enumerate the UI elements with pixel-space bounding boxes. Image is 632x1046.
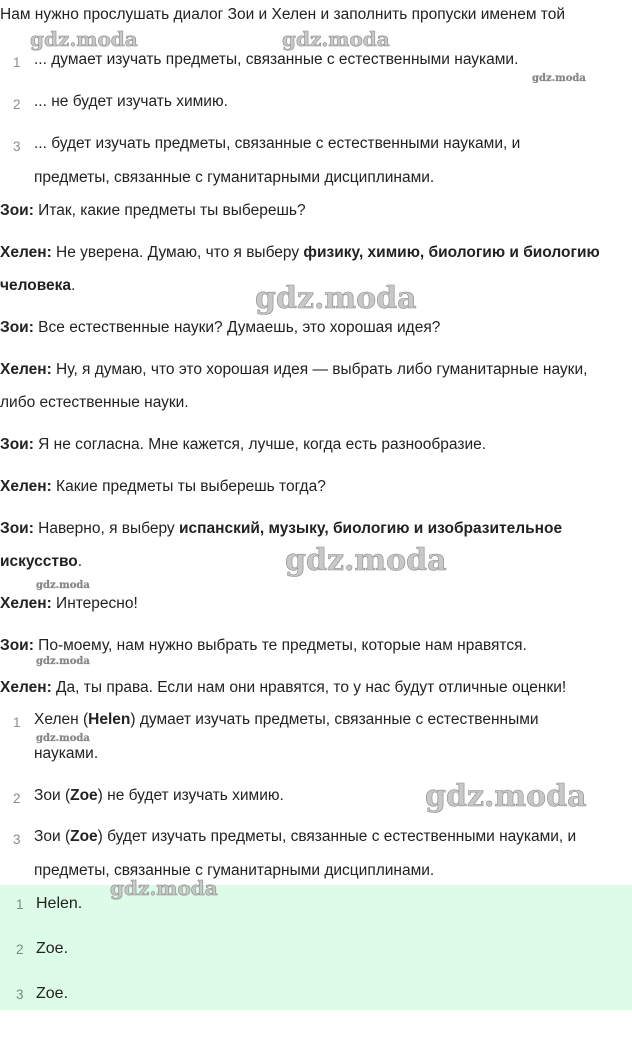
watermark: gdz.moda xyxy=(255,281,417,316)
dialog-line: либо естественные науки. xyxy=(0,394,189,411)
watermark: gdz.moda xyxy=(110,876,218,900)
task-text-part: Хелен ( xyxy=(34,711,89,728)
task-text: ... думает изучать предметы, связанные с естественными науками. xyxy=(34,51,519,68)
dialog-line xyxy=(0,679,632,697)
speaker: Хелен: xyxy=(0,679,52,696)
answer-block xyxy=(0,885,632,1010)
bold-text: Zoe xyxy=(70,828,98,845)
task-text-part: Зои ( xyxy=(34,787,71,804)
dialog-text: Интересно! xyxy=(51,595,138,612)
bold-text: человека xyxy=(0,277,72,294)
answer-text: Zoe. xyxy=(36,985,69,1002)
dialog-line xyxy=(0,436,632,454)
watermark: gdz.moda xyxy=(425,779,587,814)
task-text-line: ... будет изучать предметы, связанные с естественными науками, и xyxy=(34,135,521,152)
speaker: Зои: xyxy=(0,436,34,453)
dialog-line xyxy=(0,637,632,655)
dialog-line xyxy=(0,520,632,538)
bold-text: искусство xyxy=(0,553,78,570)
task-text-part: ) будет изучать предметы, связанные с естественными науками, и xyxy=(97,828,577,845)
task-text xyxy=(34,711,632,729)
dialog-text: Да, ты права. Если нам они нравятся, то у нас будут отличные оценки! xyxy=(51,679,567,696)
speaker: Хелен: xyxy=(0,478,52,495)
dialog-text: . xyxy=(77,553,83,570)
watermark: gdz.moda xyxy=(36,580,90,591)
task-number: 1 xyxy=(13,715,21,730)
task-number: 2 xyxy=(13,97,21,112)
task-text-part: ) не будет изучать химию. xyxy=(97,787,284,804)
task-text-line: науками. xyxy=(34,745,99,762)
task-text-line: предметы, связанные с гуманитарными дисциплинами. xyxy=(34,862,435,879)
watermark: gdz.moda xyxy=(36,733,90,744)
intro-text: Нам нужно прослушать диалог Зои и Хелен и заполнить пропуски именем той xyxy=(0,6,565,23)
dialog-line xyxy=(0,595,632,613)
task-text-part: ) думает изучать предметы, связанные с естественными xyxy=(130,711,539,728)
answer-text: Helen. xyxy=(36,895,83,912)
bold-text: Zoe xyxy=(70,787,98,804)
dialog-line xyxy=(0,361,632,379)
dialog-line xyxy=(0,202,632,220)
dialog-line xyxy=(0,478,632,496)
dialog-text: По-моему, нам нужно выбрать те предметы, которые нам нравятся. xyxy=(33,637,527,654)
answer-number: 3 xyxy=(16,987,24,1002)
dialog-text: Ну, я думаю, что это хорошая идея — выбрать либо гуманитарные науки, xyxy=(51,361,588,378)
task-text: ... не будет изучать химию. xyxy=(34,93,228,110)
speaker: Хелен: xyxy=(0,361,52,378)
speaker: Хелен: xyxy=(0,595,52,612)
task-text xyxy=(34,828,632,846)
task-number: 3 xyxy=(13,832,21,847)
dialog-text: Не уверена. Думаю, что я выберу xyxy=(51,244,304,261)
dialog-text: . xyxy=(71,277,76,294)
speaker: Хелен: xyxy=(0,244,52,261)
dialog-text: Я не согласна. Мне кажется, лучше, когда есть разнообразие. xyxy=(33,436,487,453)
watermark: gdz.moda xyxy=(36,656,90,667)
speaker: Зои: xyxy=(0,637,34,654)
answer-text: Zoe. xyxy=(36,940,69,957)
dialog-text: Итак, какие предметы ты выберешь? xyxy=(33,202,306,219)
answer-number: 1 xyxy=(16,897,24,912)
dialog-line xyxy=(0,319,632,337)
task-number: 3 xyxy=(13,139,21,154)
task-text-part: Зои ( xyxy=(34,828,71,845)
dialog-text: Какие предметы ты выберешь тогда? xyxy=(51,478,326,495)
dialog-text: Наверно, я выберу xyxy=(33,520,179,537)
watermark: gdz.moda xyxy=(285,543,447,578)
answer-number: 2 xyxy=(16,942,24,957)
speaker: Зои: xyxy=(0,319,34,336)
watermark: gdz.moda xyxy=(532,73,586,84)
task-number: 1 xyxy=(13,55,21,70)
bold-text: Helen xyxy=(88,711,131,728)
speaker: Зои: xyxy=(0,520,34,537)
bold-text: физику, химию, биологию и биологию xyxy=(303,244,600,261)
task-text-line: предметы, связанные с гуманитарными дисциплинами. xyxy=(34,169,435,186)
watermark: gdz.moda xyxy=(30,27,138,51)
speaker: Зои: xyxy=(0,202,34,219)
task-number: 2 xyxy=(13,791,21,806)
watermark: gdz.moda xyxy=(282,27,390,51)
dialog-text: Все естественные науки? Думаешь, это хорошая идея? xyxy=(33,319,441,336)
bold-text: испанский, музыку, биологию и изобразительное xyxy=(179,520,563,537)
dialog-line xyxy=(0,244,632,262)
